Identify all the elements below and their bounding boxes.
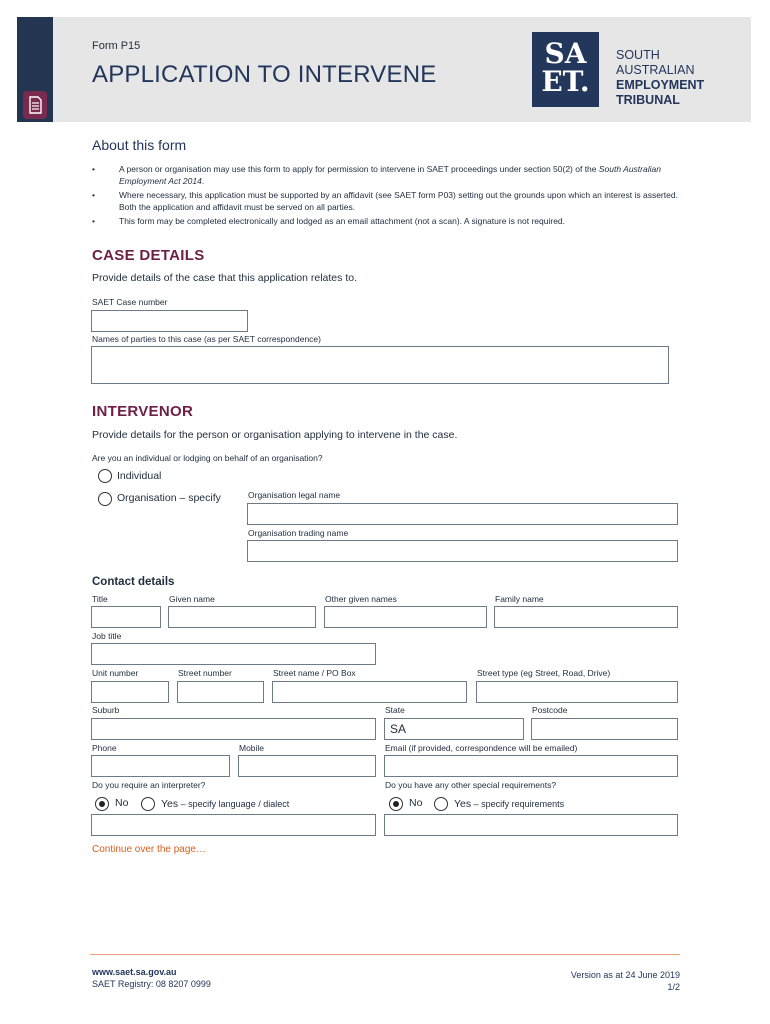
org-trading-name-label: Organisation trading name — [248, 528, 349, 538]
special-yes-radio[interactable] — [434, 797, 448, 811]
about-bullet-3: • This form may be completed electronically and lodged as an email attachment (not a scan). A signature is not required. — [92, 215, 682, 227]
page-title: APPLICATION TO INTERVENE — [92, 61, 437, 88]
footer-divider — [90, 954, 680, 955]
special-no-label: No — [409, 797, 423, 809]
intervenor-heading: INTERVENOR — [92, 403, 194, 420]
contact-heading: Contact details — [92, 576, 175, 588]
organisation-label: Organisation – specify — [117, 492, 221, 504]
continue-note: Continue over the page… — [92, 844, 206, 855]
suburb-label: Suburb — [92, 705, 120, 715]
interpreter-yes-radio[interactable] — [141, 797, 155, 811]
unit-number-label: Unit number — [92, 668, 139, 678]
given-name-label: Given name — [169, 594, 215, 604]
interpreter-yes-label: Yes – specify language / dialect — [161, 798, 290, 810]
email-label: Email (if provided, correspondence will be emailed) — [385, 743, 578, 753]
street-number-label: Street number — [178, 668, 232, 678]
family-name-label: Family name — [495, 594, 544, 604]
interpreter-no-radio[interactable] — [95, 797, 109, 811]
org-legal-name-label: Organisation legal name — [248, 490, 341, 500]
job-title-label: Job title — [92, 631, 122, 641]
street-name-input[interactable] — [272, 681, 467, 703]
about-bullet-2: • Where necessary, this application must be supported by an affidavit (see SAET form P03) setting out the grounds upon which an interest is asserted. Both the application and affidavit must be served on all parties. — [92, 189, 682, 213]
mobile-input[interactable] — [238, 755, 376, 777]
phone-input[interactable] — [91, 755, 230, 777]
case-number-label: SAET Case number — [92, 297, 168, 307]
family-name-input[interactable] — [494, 606, 678, 628]
case-intro: Provide details of the case that this application relates to. — [92, 272, 357, 284]
title-input[interactable] — [91, 606, 161, 628]
case-number-input[interactable] — [91, 310, 248, 332]
document-icon — [23, 91, 47, 119]
email-input[interactable] — [384, 755, 678, 777]
unit-number-input[interactable] — [91, 681, 169, 703]
state-input[interactable]: SA — [384, 718, 524, 740]
form-number: Form P15 — [92, 40, 141, 52]
street-number-input[interactable] — [177, 681, 264, 703]
footer-version: Version as at 24 June 2019 — [570, 970, 680, 980]
special-no-radio[interactable] — [389, 797, 403, 811]
interpreter-no-label: No — [115, 797, 129, 809]
parties-label: Names of parties to this case (as per SAET correspondence) — [92, 334, 321, 344]
mobile-label: Mobile — [239, 743, 265, 753]
interpreter-question: Do you require an interpreter? — [92, 780, 206, 790]
saet-logo: SA ET. — [532, 32, 599, 107]
footer-url[interactable]: www.saet.sa.gov.au — [92, 967, 177, 977]
individual-radio[interactable] — [98, 469, 112, 483]
about-list — [92, 163, 682, 229]
intervenor-intro: Provide details for the person or organisation applying to intervene in the case. — [92, 429, 458, 441]
title-label: Title — [92, 594, 108, 604]
postcode-label: Postcode — [532, 705, 568, 715]
phone-label: Phone — [92, 743, 117, 753]
state-label: State — [385, 705, 405, 715]
tribunal-name: SOUTH AUSTRALIAN EMPLOYMENT TRIBUNAL — [616, 48, 705, 107]
special-requirements-input[interactable] — [384, 814, 678, 836]
postcode-input[interactable] — [531, 718, 678, 740]
about-bullet-1: • A person or organisation may use this form to apply for permission to intervene in SAET proceedings under section 50(2) of the South Australian Employment Act 2014. — [92, 163, 682, 187]
suburb-input[interactable] — [91, 718, 376, 740]
special-yes-label: Yes – specify requirements — [454, 798, 565, 810]
footer-registry: SAET Registry: 08 8207 0999 — [92, 979, 211, 989]
job-title-input[interactable] — [91, 643, 376, 665]
individual-label: Individual — [117, 470, 162, 482]
given-name-input[interactable] — [168, 606, 316, 628]
special-requirements-question: Do you have any other special requirements? — [385, 780, 557, 790]
other-given-names-label: Other given names — [325, 594, 397, 604]
org-legal-name-input[interactable] — [247, 503, 678, 525]
applicant-type-question: Are you an individual or lodging on behalf of an organisation? — [92, 453, 323, 463]
case-details-heading: CASE DETAILS — [92, 247, 205, 264]
street-name-label: Street name / PO Box — [273, 668, 356, 678]
street-type-input[interactable] — [476, 681, 678, 703]
parties-input[interactable] — [91, 346, 669, 384]
page-number: 1/2 — [667, 982, 680, 992]
about-heading: About this form — [92, 137, 187, 153]
other-given-names-input[interactable] — [324, 606, 487, 628]
org-trading-name-input[interactable] — [247, 540, 678, 562]
street-type-label: Street type (eg Street, Road, Drive) — [477, 668, 611, 678]
organisation-radio[interactable] — [98, 492, 112, 506]
interpreter-details-input[interactable] — [91, 814, 376, 836]
